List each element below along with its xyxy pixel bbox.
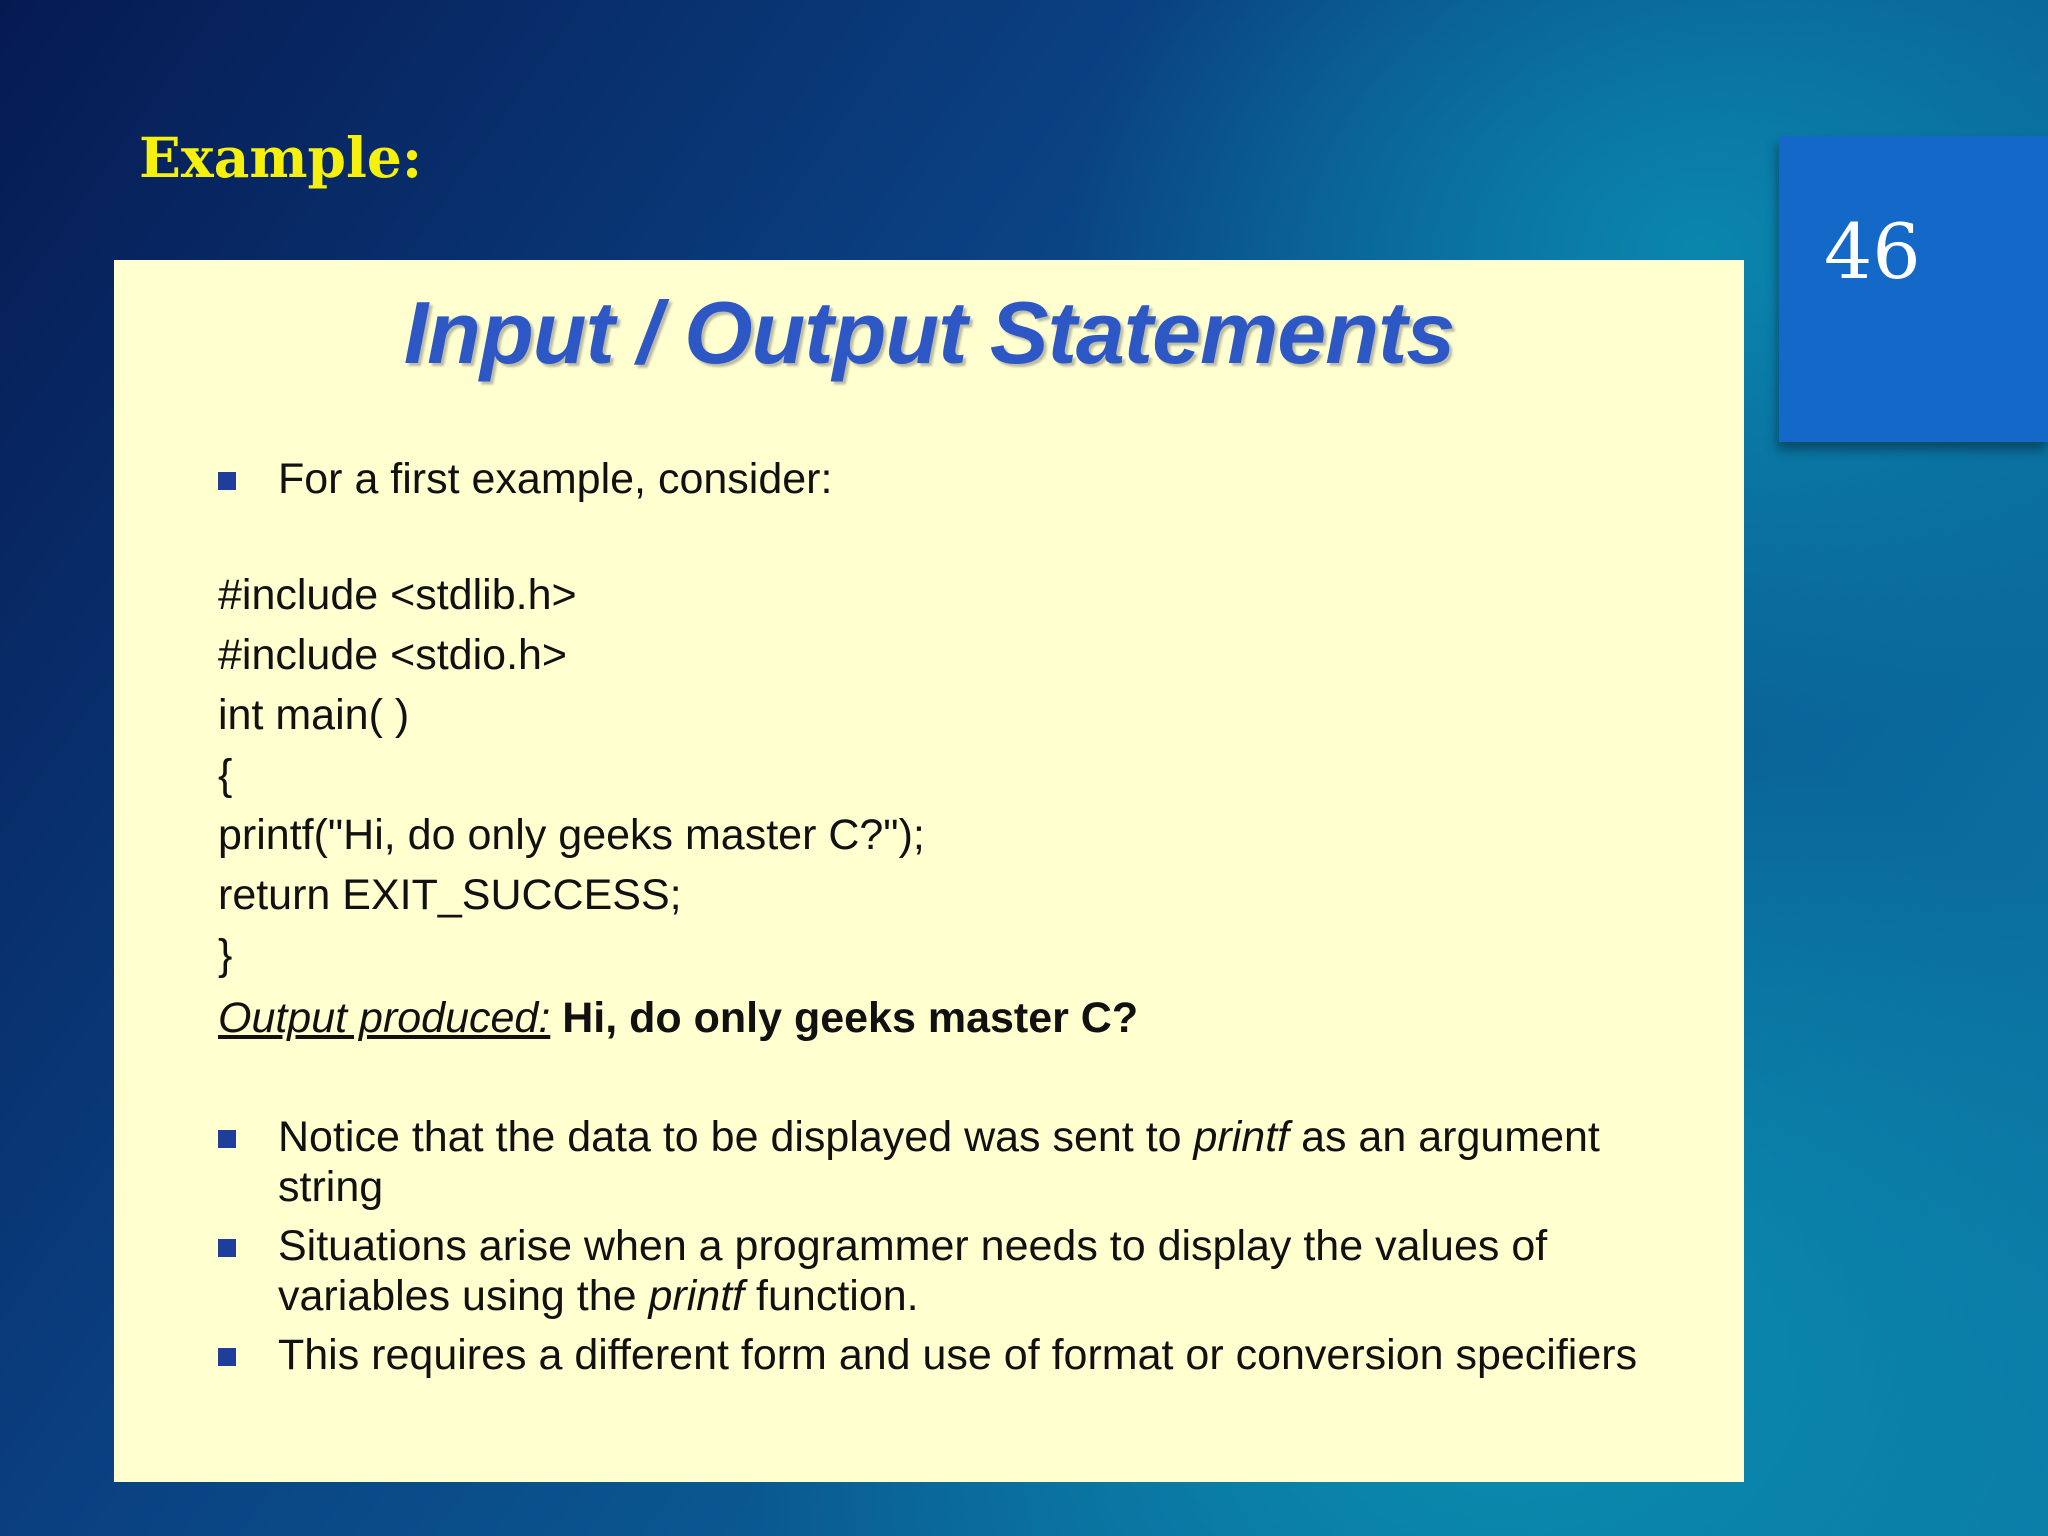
square-bullet-icon bbox=[218, 1348, 236, 1366]
page-number-box bbox=[1779, 136, 2048, 442]
emphasis-text: printf bbox=[1193, 1113, 1290, 1161]
output-value: Hi, do only geeks master C? bbox=[562, 994, 1139, 1042]
code-line: #include <stdlib.h> bbox=[218, 571, 577, 619]
code-line: printf("Hi, do only geeks master C?"); bbox=[218, 811, 925, 859]
square-bullet-icon bbox=[218, 472, 236, 490]
output-label: Output produced: bbox=[218, 994, 551, 1042]
content-panel bbox=[114, 260, 1744, 1482]
code-line: return EXIT_SUCCESS; bbox=[218, 871, 682, 919]
bullet-text: Notice that the data to be displayed was sent to printf as an argument string bbox=[278, 1113, 1600, 1211]
code-line: #include <stdio.h> bbox=[218, 631, 568, 679]
bullet-item bbox=[218, 1330, 1684, 1380]
code-line: int main( ) bbox=[218, 691, 410, 739]
code-block bbox=[218, 565, 925, 985]
panel-title: Input / Output Statements bbox=[403, 283, 1455, 382]
intro-bullet bbox=[218, 454, 1684, 504]
square-bullet-icon bbox=[218, 1130, 236, 1148]
bullet-item bbox=[218, 1112, 1684, 1212]
output-line bbox=[218, 988, 1138, 1048]
slide-heading: Example: bbox=[139, 125, 423, 190]
code-line: { bbox=[218, 751, 233, 799]
bullet-text: This requires a different form and use of format or conversion specifiers bbox=[278, 1331, 1638, 1379]
square-bullet-icon bbox=[218, 1239, 236, 1257]
bullet-text: Situations arise when a programmer needs to display the values of variables using the printf function. bbox=[278, 1222, 1548, 1320]
intro-bullet-text: For a first example, consider: bbox=[278, 455, 833, 503]
emphasis-text: printf bbox=[648, 1272, 745, 1320]
bullet-item bbox=[218, 1221, 1684, 1321]
page-number: 46 bbox=[1824, 207, 1921, 296]
code-line: } bbox=[218, 931, 233, 979]
